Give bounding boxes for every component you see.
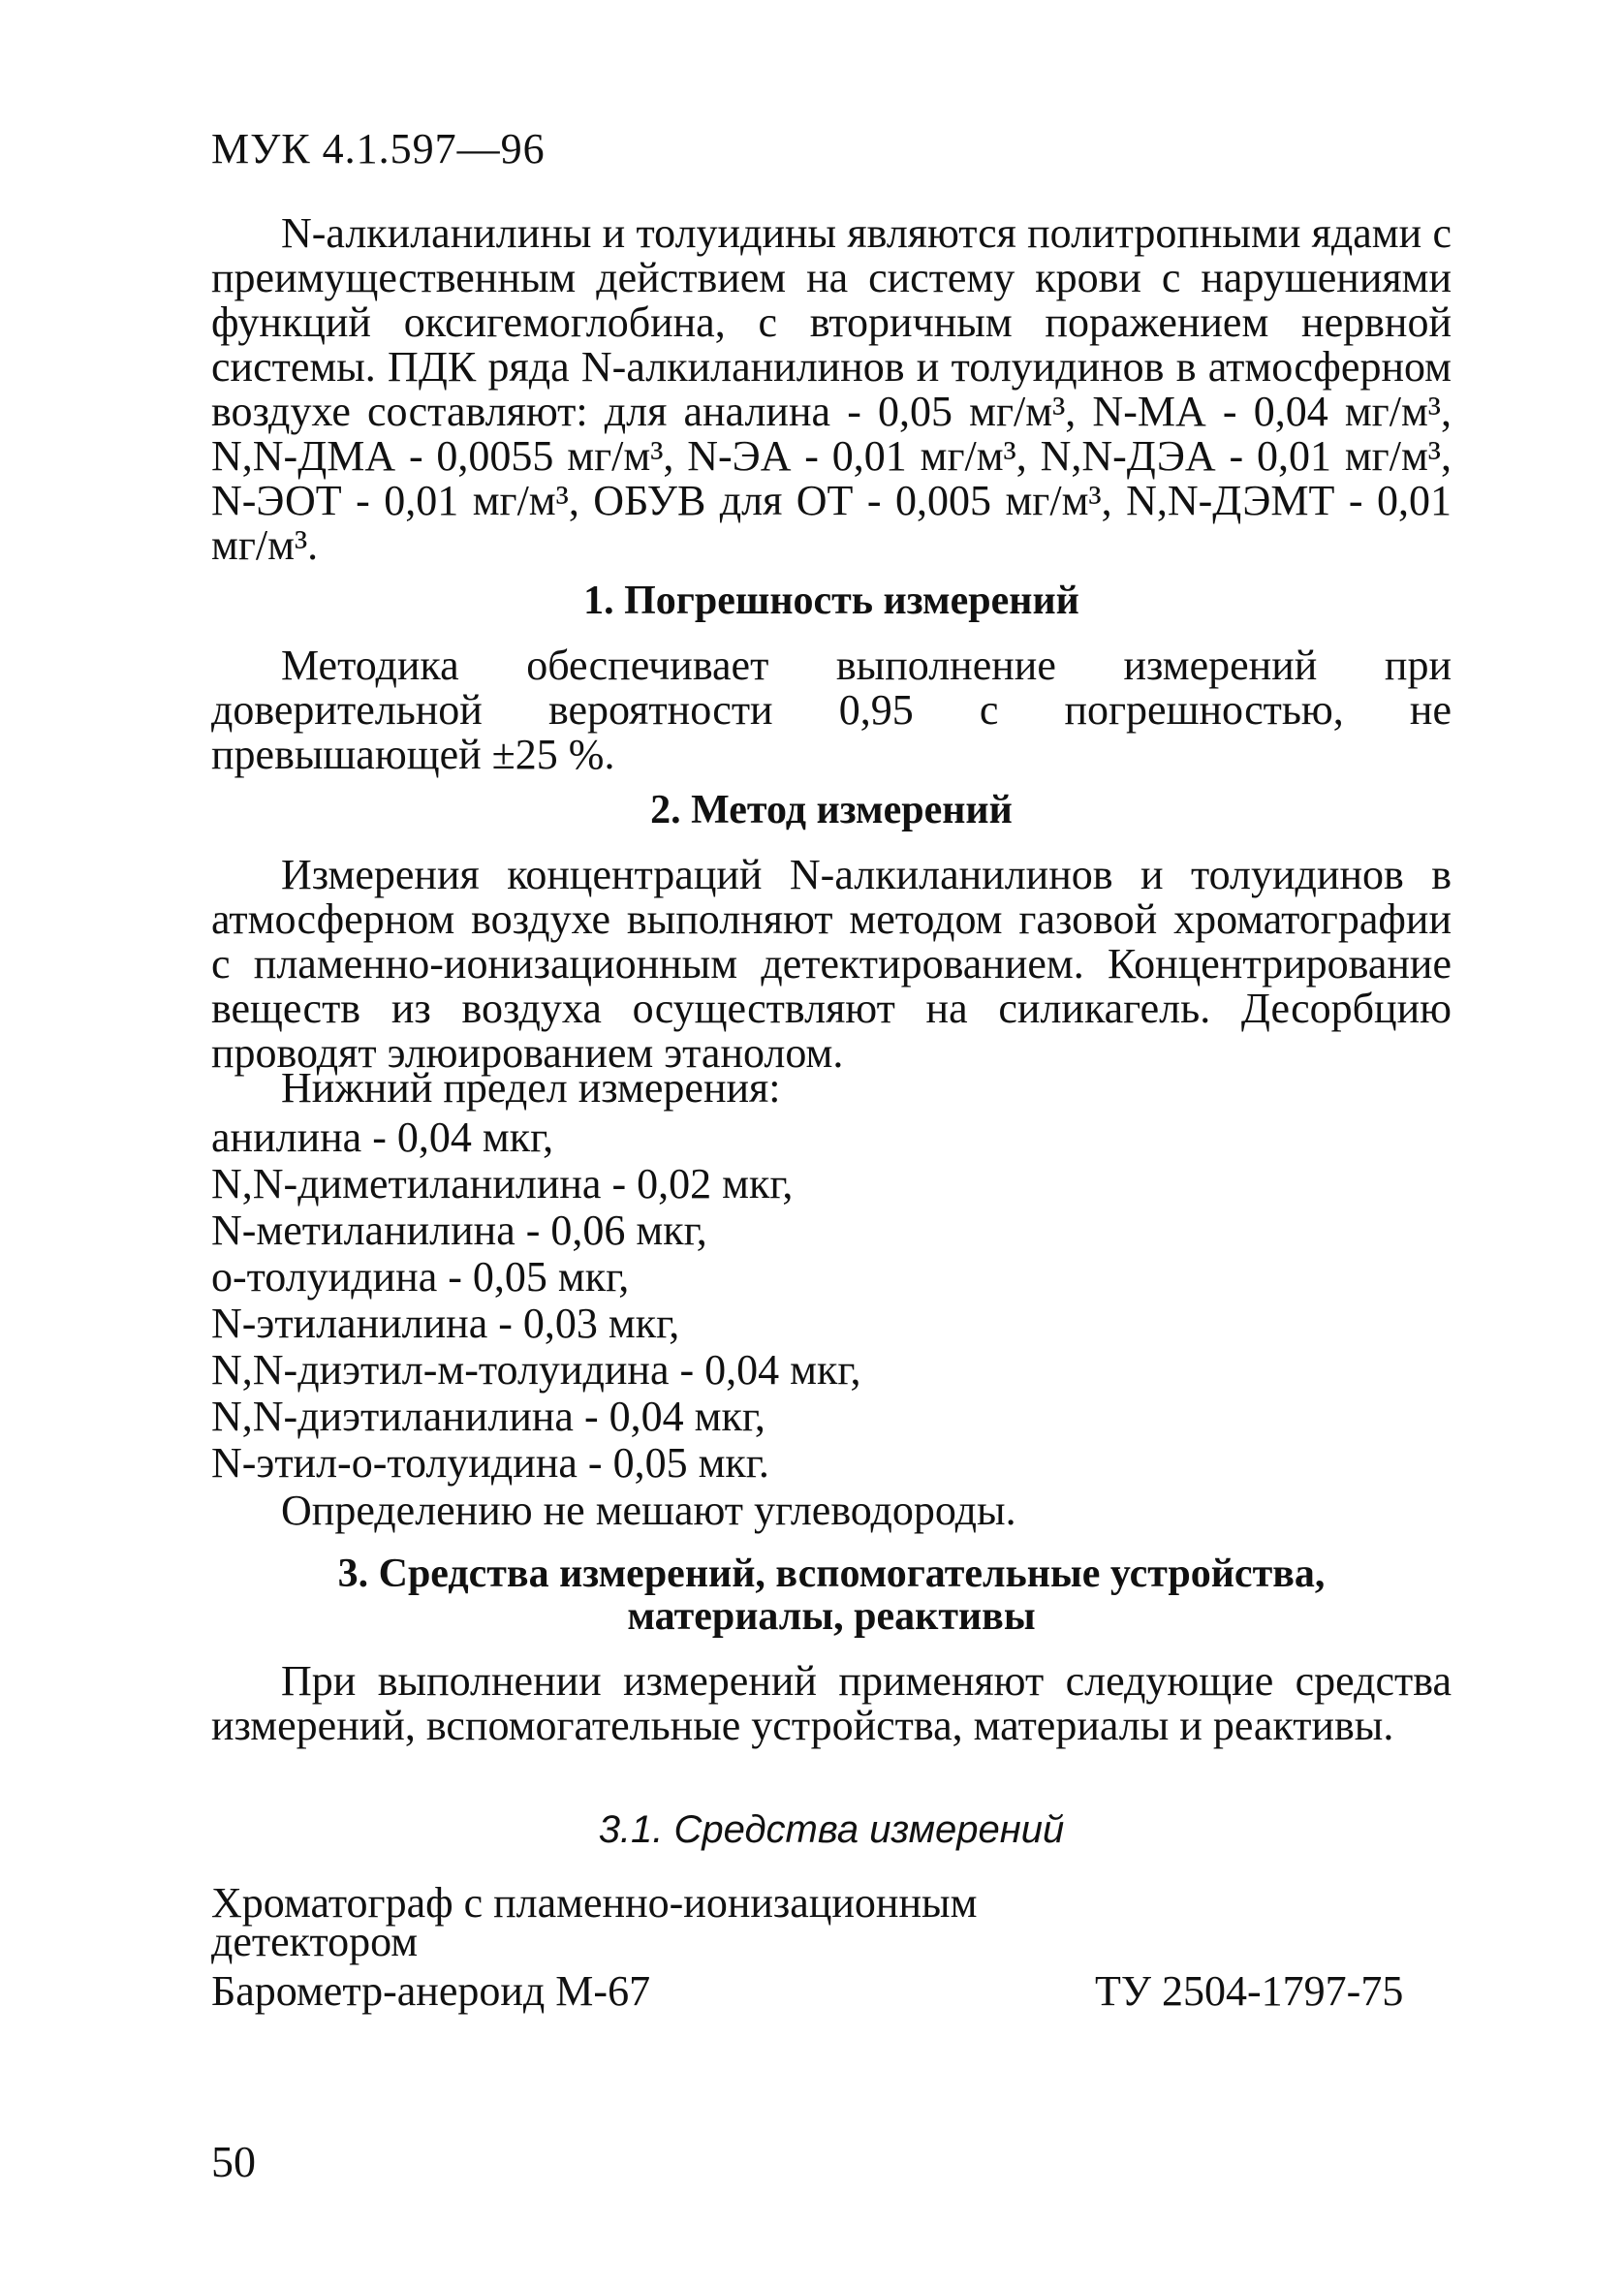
equipment-name: Барометр-анероид М-67 (211, 1967, 651, 2015)
list-item: N,N-диметиланилина - 0,02 мкг, (211, 1160, 794, 1207)
equipment-item (211, 1969, 1452, 2014)
list-item: анилина - 0,04 мкг, (211, 1113, 554, 1161)
equipment-item (211, 1879, 1452, 1965)
equipment-spec: ТУ 2504-1797-75 (1095, 1967, 1404, 2015)
section-3-title (211, 1552, 1452, 1638)
section-1-title: 1. Погрешность измерений (583, 579, 1079, 623)
section-3-title-line-2: материалы, реактивы (627, 1594, 1036, 1639)
section-1-paragraph: Методика обеспечивает выполнение измерений при доверительной вероятности 0,95 с погрешностью, не превышающей ±25 %. (211, 642, 1452, 778)
subsection-3-1-title: 3.1. Средства измерений (598, 1808, 1065, 1851)
detection-limit-list (211, 1114, 860, 1487)
list-item: N,N-диэтил-м-толуидина - 0,04 мкг, (211, 1346, 861, 1394)
list-item: N-метиланилина - 0,06 мкг, (211, 1207, 707, 1254)
list-item: N,N-диэтиланилина - 0,04 мкг, (211, 1393, 765, 1440)
interference-note: Определению не мешают углеводороды. (281, 1487, 1016, 1534)
section-3-title-line-1: 3. Средства измерений, вспомогательные устройства, (337, 1552, 1326, 1596)
list-item: N-этил-о-толуидина - 0,05 мкг. (211, 1439, 769, 1487)
page-number: 50 (211, 2137, 256, 2186)
equipment-name: Хроматограф с пламенно-ионизационным детектором (211, 1879, 978, 1965)
intro-paragraph: N-алкиланилины и толуидины являются политропными ядами с преимущественным действием на систему крови с нарушениями функций оксигемоглобина, с вторичным поражением нервной системы. ПДК ряда N-алкиланилинов и толуидинов в атмосферном воздухе составляют: для аналина - 0,05 мг/м³, N-МА - 0,04 мг/м³, N,N-ДМА - 0,0055 мг/м³, N-ЭА - 0,01 мг/м³, N,N-ДЭА - 0,01 мг/м³, N-ЭОТ - 0,01 мг/м³, ОБУВ для ОТ - 0,005 мг/м³, N,N-ДЭМТ - 0,01 мг/м³. (211, 209, 1452, 569)
section-2-title: 2. Метод измерений (650, 788, 1013, 832)
list-item: о-толуидина - 0,05 мкг, (211, 1253, 630, 1301)
section-3-paragraph: При выполнении измерений применяют следующие средства измерений, вспомогательные устройства, материалы и реактивы. (211, 1657, 1452, 1749)
detection-limit-heading: Нижний предел измерения: (281, 1064, 781, 1112)
document-code: МУК 4.1.597—96 (211, 125, 546, 172)
list-item: N-этиланилина - 0,03 мкг, (211, 1300, 680, 1347)
section-2-paragraph: Измерения концентраций N-алкиланилинов и толуидинов в атмосферном воздухе выполняют методом газовой хроматографии с пламенно-ионизационным детектированием. Концентрирование веществ из воздуха осуществляют на силикагель. Десорбцию проводят элюированием этанолом. (211, 851, 1452, 1077)
